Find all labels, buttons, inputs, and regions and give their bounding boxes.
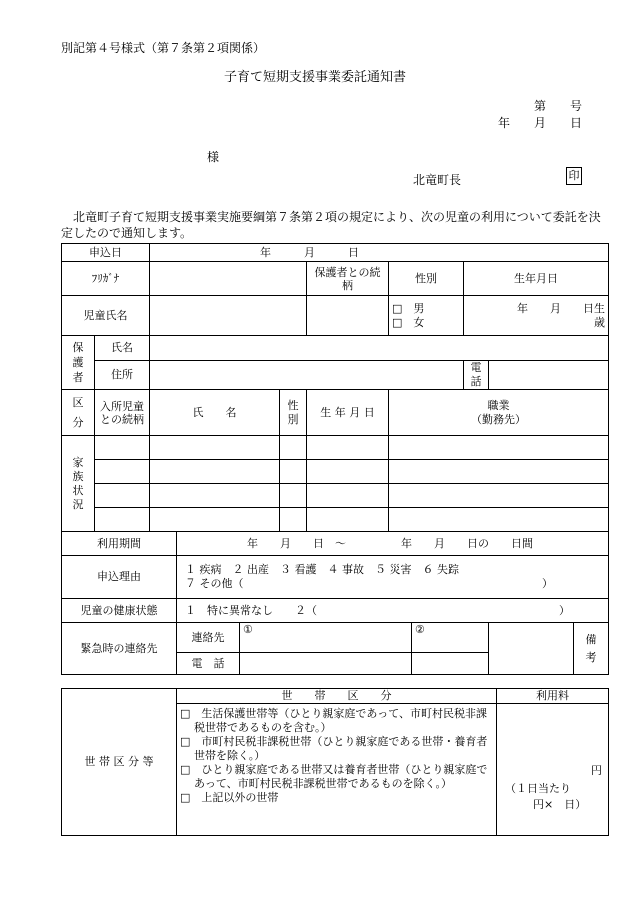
household-label: 世 帯 区 分 等 — [62, 689, 177, 836]
contact-phone-label: 電 話 — [177, 653, 240, 675]
birth-date-field[interactable] — [464, 296, 609, 336]
sex-label: 性別 — [389, 262, 464, 296]
addressee-suffix: 様 — [207, 150, 220, 164]
family-birth-cell[interactable] — [307, 484, 389, 508]
emergency-contact-label: 緊急時の連絡先 — [62, 623, 177, 675]
guardian-name-field[interactable] — [150, 336, 609, 361]
family-relation-cell[interactable] — [95, 508, 150, 532]
reason-label: 申込理由 — [62, 556, 177, 599]
health-field[interactable] — [177, 599, 609, 623]
fee-header: 利用料 — [497, 689, 609, 704]
guardian-name-label: 氏名 — [95, 336, 150, 361]
reason-other: ７ その他（ — [185, 577, 244, 590]
family-occupation-cell[interactable] — [389, 460, 609, 484]
kubun-label: 区 分 — [62, 390, 95, 436]
seal-stamp: 印 — [566, 167, 582, 185]
family-birth-cell[interactable] — [307, 460, 389, 484]
family-birth-cell[interactable] — [307, 508, 389, 532]
family-occupation-cell[interactable] — [389, 508, 609, 532]
contact-2-extra[interactable] — [489, 623, 574, 675]
household-header: 世 帯 区 分 — [177, 689, 497, 704]
family-status-label: 家 族 状 況 — [62, 436, 95, 532]
family-birth-cell[interactable] — [307, 436, 389, 460]
guardian-label: 保 護 者 — [62, 336, 95, 390]
family-birth-label: 生 年 月 日 — [307, 390, 389, 436]
fee-per-day: （１日当たり — [505, 782, 571, 795]
usage-period-label: 利用期間 — [62, 532, 177, 556]
family-name-cell[interactable] — [150, 436, 280, 460]
relation-label: 保護者との続柄 — [307, 262, 389, 296]
sex-options[interactable] — [389, 296, 464, 336]
document-title: 子育て短期支援事業委託通知書 — [223, 70, 406, 85]
family-occupation-cell[interactable] — [389, 484, 609, 508]
health-label: 児童の健康状態 — [62, 599, 177, 623]
guardian-address-label: 住所 — [95, 361, 150, 390]
family-relation-label: 入所児童との続柄 — [95, 390, 150, 436]
family-sex-cell[interactable] — [280, 508, 307, 532]
contact-1-field[interactable]: ① — [240, 623, 412, 653]
intro-paragraph: 北竜町子育て短期支援事業実施要綱第７条第２項の規定により、次の児童の利用について委託を決定したので通知します。 — [61, 210, 601, 240]
family-sex-cell[interactable] — [280, 484, 307, 508]
household-option-other[interactable]: □ 上記以外の世帯 — [180, 791, 279, 804]
reason-other-close: ） — [542, 577, 553, 590]
form-reference: 別記第４号様式（第７条第２項関係） — [61, 41, 266, 55]
application-date-label: 申込日 — [62, 244, 150, 262]
furigana-field[interactable] — [150, 262, 307, 296]
family-sex-cell[interactable] — [280, 436, 307, 460]
child-name-label: 児童氏名 — [62, 296, 150, 336]
household-option-tax-exempt[interactable]: □ 市町村民税非課税世帯（ひとり親家庭である世帯・養育者世帯を除く。） — [180, 735, 488, 762]
health-close: ） — [559, 604, 570, 617]
guardian-phone-field[interactable] — [489, 361, 609, 390]
family-occupation-cell[interactable] — [389, 436, 609, 460]
contact-2-field[interactable]: ② — [412, 623, 489, 653]
application-form-table — [61, 243, 609, 675]
sex-male-checkbox[interactable]: □ 男 — [392, 301, 425, 315]
contact-phone-2-field[interactable] — [412, 653, 489, 675]
family-relation-cell[interactable] — [95, 460, 150, 484]
family-relation-cell[interactable] — [95, 436, 150, 460]
guardian-address-field[interactable] — [150, 361, 464, 390]
birth-date-label: 生年月日 — [464, 262, 609, 296]
furigana-label: ﾌﾘｶﾞﾅ — [62, 262, 150, 296]
family-relation-cell[interactable] — [95, 484, 150, 508]
application-date-value[interactable]: 年 月 日 — [150, 244, 609, 262]
family-name-label: 氏 名 — [150, 390, 280, 436]
age-suffix: 歳 — [594, 315, 606, 329]
household-option-welfare[interactable]: □ 生活保護世帯等（ひとり親家庭であって、市町村民税非課税世帯であるものを含む。） — [180, 707, 488, 734]
household-table — [61, 688, 609, 836]
family-name-cell[interactable] — [150, 484, 280, 508]
fee-calculation: 円× 日） — [533, 798, 587, 811]
contact-label: 連絡先 — [177, 623, 240, 653]
fee-yen: 円 — [591, 764, 602, 777]
health-options: １ 特に異常なし ２（ — [185, 603, 317, 617]
reason-field[interactable] — [177, 556, 609, 599]
family-name-cell[interactable] — [150, 460, 280, 484]
contact-phone-1-field[interactable] — [240, 653, 412, 675]
document-date: 年 月 日 — [497, 116, 582, 130]
household-option-single-parent[interactable]: □ ひとり親家庭である世帯又は養育者世帯（ひとり親家庭であって、市町村民税非課税世帯であるものを除く。） — [180, 763, 488, 790]
relation-field[interactable] — [307, 296, 389, 336]
occupation-label: 職業 （勤務先） — [389, 390, 609, 436]
document-number: 第 号 — [533, 99, 582, 113]
issuer-name: 北竜町長 — [413, 173, 462, 187]
guardian-phone-label: 電話 — [464, 361, 489, 390]
family-sex-cell[interactable] — [280, 460, 307, 484]
remarks-label: 備 考 — [574, 623, 609, 675]
reason-options-line1: １ 疾病 ２ 出産 ３ 看護 ４ 事故 ５ 災害 ６ 失踪 — [185, 563, 459, 576]
child-name-field[interactable] — [150, 296, 307, 336]
sex-female-checkbox[interactable]: □ 女 — [392, 315, 425, 329]
usage-period-field[interactable]: 年 月 日 〜 年 月 日の 日間 — [177, 532, 609, 556]
family-sex-label: 性別 — [280, 390, 307, 436]
household-options[interactable] — [177, 704, 497, 836]
birth-date-value: 年 月 日生 — [517, 301, 606, 315]
family-name-cell[interactable] — [150, 508, 280, 532]
fee-field[interactable] — [497, 704, 609, 836]
